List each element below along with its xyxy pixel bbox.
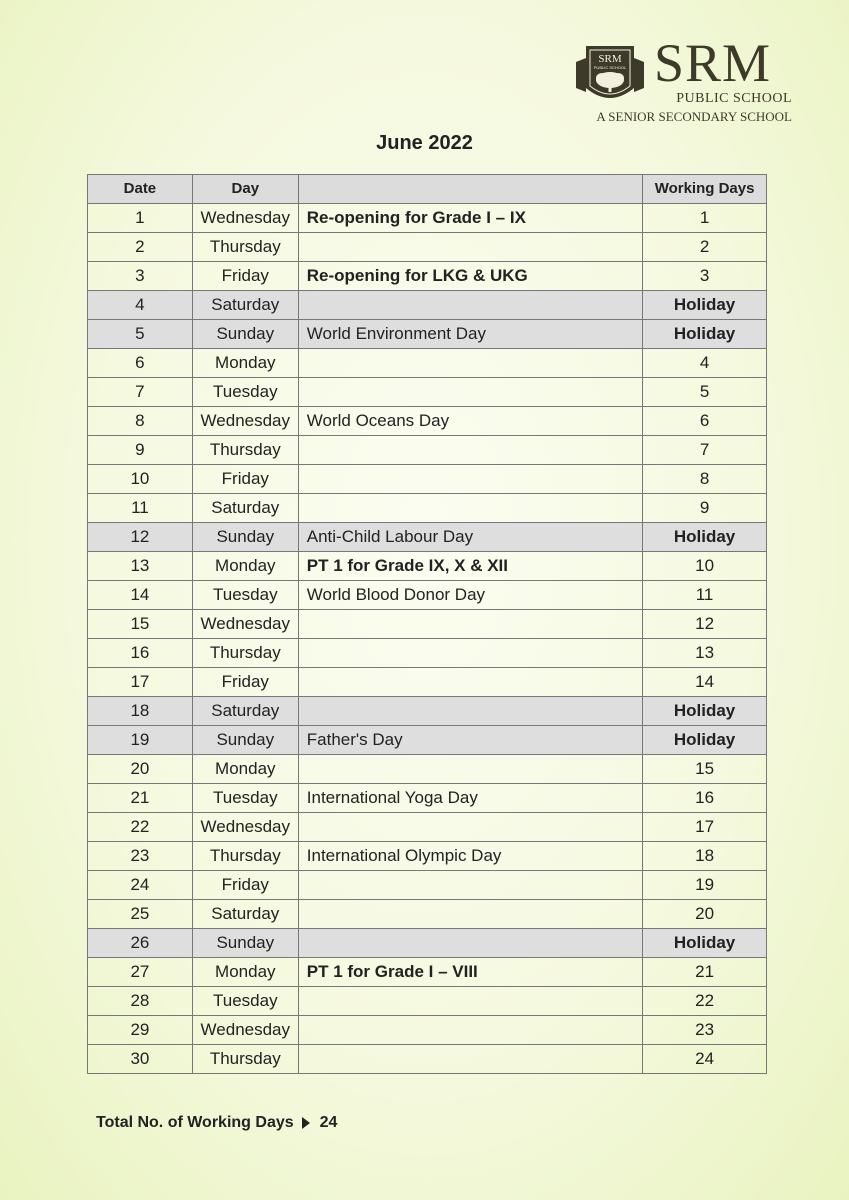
cell-day: Friday (192, 465, 298, 494)
table-row (88, 900, 767, 929)
school-logo (572, 33, 802, 130)
table-row (88, 233, 767, 262)
cell-day: Thursday (192, 1045, 298, 1074)
cell-event (298, 900, 642, 929)
cell-working-days: 4 (643, 349, 767, 378)
table-row (88, 407, 767, 436)
table-row (88, 465, 767, 494)
cell-event (298, 494, 642, 523)
cell-day: Saturday (192, 900, 298, 929)
crest-subtext: PUBLIC SCHOOL (593, 65, 627, 70)
cell-date: 22 (88, 813, 193, 842)
table-row (88, 320, 767, 349)
table-row (88, 871, 767, 900)
cell-event (298, 233, 642, 262)
cell-day: Saturday (192, 697, 298, 726)
cell-working-days: 13 (643, 639, 767, 668)
cell-day: Monday (192, 755, 298, 784)
cell-date: 17 (88, 668, 193, 697)
cell-event: World Oceans Day (298, 407, 642, 436)
cell-event (298, 871, 642, 900)
cell-event (298, 987, 642, 1016)
cell-day: Monday (192, 349, 298, 378)
cell-event (298, 610, 642, 639)
cell-date: 7 (88, 378, 193, 407)
cell-event (298, 813, 642, 842)
school-type: PUBLIC SCHOOL (676, 91, 792, 106)
cell-working-days: 5 (643, 378, 767, 407)
table-row (88, 755, 767, 784)
table-row (88, 436, 767, 465)
cell-event: Anti-Child Labour Day (298, 523, 642, 552)
cell-event: Re-opening for Grade I – IX (298, 204, 642, 233)
cell-working-days: 12 (643, 610, 767, 639)
cell-date: 30 (88, 1045, 193, 1074)
cell-day: Saturday (192, 494, 298, 523)
cell-date: 5 (88, 320, 193, 349)
calendar-table (87, 174, 767, 1074)
cell-day: Friday (192, 262, 298, 291)
total-value: 24 (319, 1114, 338, 1131)
cell-day: Wednesday (192, 204, 298, 233)
table-row (88, 494, 767, 523)
cell-event (298, 668, 642, 697)
cell-day: Sunday (192, 726, 298, 755)
cell-working-days: 20 (643, 900, 767, 929)
cell-day: Wednesday (192, 1016, 298, 1045)
header-working-days: Working Days (643, 175, 767, 204)
cell-working-days: 7 (643, 436, 767, 465)
cell-day: Wednesday (192, 610, 298, 639)
cell-date: 16 (88, 639, 193, 668)
school-name: SRM (654, 33, 772, 93)
cell-working-days: 9 (643, 494, 767, 523)
cell-day: Thursday (192, 639, 298, 668)
cell-date: 24 (88, 871, 193, 900)
cell-day: Thursday (192, 436, 298, 465)
cell-day: Tuesday (192, 378, 298, 407)
cell-working-days: 14 (643, 668, 767, 697)
cell-day: Thursday (192, 233, 298, 262)
cell-date: 1 (88, 204, 193, 233)
header-event (298, 175, 642, 204)
cell-working-days: 16 (643, 784, 767, 813)
cell-day: Sunday (192, 929, 298, 958)
cell-event (298, 929, 642, 958)
cell-day: Saturday (192, 291, 298, 320)
cell-working-days: Holiday (643, 697, 767, 726)
cell-date: 26 (88, 929, 193, 958)
cell-event (298, 291, 642, 320)
cell-event (298, 697, 642, 726)
table-row (88, 1016, 767, 1045)
table-row (88, 697, 767, 726)
cell-day: Wednesday (192, 813, 298, 842)
cell-date: 4 (88, 291, 193, 320)
cell-event (298, 436, 642, 465)
header-date: Date (88, 175, 193, 204)
cell-date: 23 (88, 842, 193, 871)
cell-event (298, 639, 642, 668)
crest-text: SRM (598, 53, 622, 65)
cell-day: Friday (192, 871, 298, 900)
cell-event (298, 1045, 642, 1074)
cell-working-days: 1 (643, 204, 767, 233)
cell-date: 18 (88, 697, 193, 726)
cell-working-days: 18 (643, 842, 767, 871)
table-row (88, 842, 767, 871)
table-row (88, 523, 767, 552)
cell-day: Sunday (192, 523, 298, 552)
table-row (88, 610, 767, 639)
header-day: Day (192, 175, 298, 204)
cell-day: Monday (192, 958, 298, 987)
cell-working-days: Holiday (643, 291, 767, 320)
cell-date: 21 (88, 784, 193, 813)
total-working-days (96, 1114, 337, 1132)
table-row (88, 813, 767, 842)
cell-day: Tuesday (192, 784, 298, 813)
cell-event (298, 755, 642, 784)
cell-event (298, 465, 642, 494)
cell-working-days: 21 (643, 958, 767, 987)
cell-date: 15 (88, 610, 193, 639)
cell-event (298, 378, 642, 407)
cell-date: 12 (88, 523, 193, 552)
table-row (88, 958, 767, 987)
cell-day: Monday (192, 552, 298, 581)
cell-date: 11 (88, 494, 193, 523)
cell-working-days: 15 (643, 755, 767, 784)
table-row (88, 552, 767, 581)
table-row (88, 291, 767, 320)
cell-working-days: 11 (643, 581, 767, 610)
table-row (88, 378, 767, 407)
school-crest-icon (572, 42, 648, 108)
table-row (88, 581, 767, 610)
cell-working-days: 10 (643, 552, 767, 581)
table-row (88, 349, 767, 378)
table-row (88, 204, 767, 233)
cell-working-days: 8 (643, 465, 767, 494)
cell-day: Wednesday (192, 407, 298, 436)
cell-event: Re-opening for LKG & UKG (298, 262, 642, 291)
cell-date: 20 (88, 755, 193, 784)
school-tagline: A SENIOR SECONDARY SCHOOL (596, 109, 792, 124)
cell-working-days: 2 (643, 233, 767, 262)
cell-working-days: Holiday (643, 726, 767, 755)
calendar-body (88, 204, 767, 1074)
table-row (88, 987, 767, 1016)
cell-date: 25 (88, 900, 193, 929)
cell-date: 29 (88, 1016, 193, 1045)
cell-event: World Environment Day (298, 320, 642, 349)
cell-day: Tuesday (192, 987, 298, 1016)
table-row (88, 639, 767, 668)
table-row (88, 1045, 767, 1074)
cell-event: World Blood Donor Day (298, 581, 642, 610)
cell-date: 13 (88, 552, 193, 581)
cell-event (298, 1016, 642, 1045)
cell-working-days: 23 (643, 1016, 767, 1045)
cell-date: 3 (88, 262, 193, 291)
cell-event: Father's Day (298, 726, 642, 755)
cell-event: International Yoga Day (298, 784, 642, 813)
cell-working-days: Holiday (643, 929, 767, 958)
cell-date: 19 (88, 726, 193, 755)
cell-date: 9 (88, 436, 193, 465)
table-row (88, 726, 767, 755)
cell-working-days: 17 (643, 813, 767, 842)
cell-event (298, 349, 642, 378)
cell-day: Friday (192, 668, 298, 697)
cell-working-days: Holiday (643, 320, 767, 349)
arrow-right-icon (302, 1117, 310, 1129)
cell-event: PT 1 for Grade IX, X & XII (298, 552, 642, 581)
cell-working-days: 3 (643, 262, 767, 291)
cell-working-days: 24 (643, 1045, 767, 1074)
total-label: Total No. of Working Days (96, 1114, 294, 1131)
cell-date: 2 (88, 233, 193, 262)
cell-date: 6 (88, 349, 193, 378)
table-header-row (88, 175, 767, 204)
table-row (88, 784, 767, 813)
cell-day: Thursday (192, 842, 298, 871)
table-row (88, 929, 767, 958)
cell-date: 10 (88, 465, 193, 494)
table-row (88, 262, 767, 291)
cell-date: 14 (88, 581, 193, 610)
cell-working-days: 6 (643, 407, 767, 436)
cell-event: PT 1 for Grade I – VIII (298, 958, 642, 987)
cell-working-days: 22 (643, 987, 767, 1016)
cell-day: Tuesday (192, 581, 298, 610)
table-row (88, 668, 767, 697)
cell-date: 28 (88, 987, 193, 1016)
cell-event: International Olympic Day (298, 842, 642, 871)
cell-date: 8 (88, 407, 193, 436)
cell-working-days: Holiday (643, 523, 767, 552)
cell-working-days: 19 (643, 871, 767, 900)
cell-day: Sunday (192, 320, 298, 349)
cell-date: 27 (88, 958, 193, 987)
page-title: June 2022 (376, 132, 473, 154)
